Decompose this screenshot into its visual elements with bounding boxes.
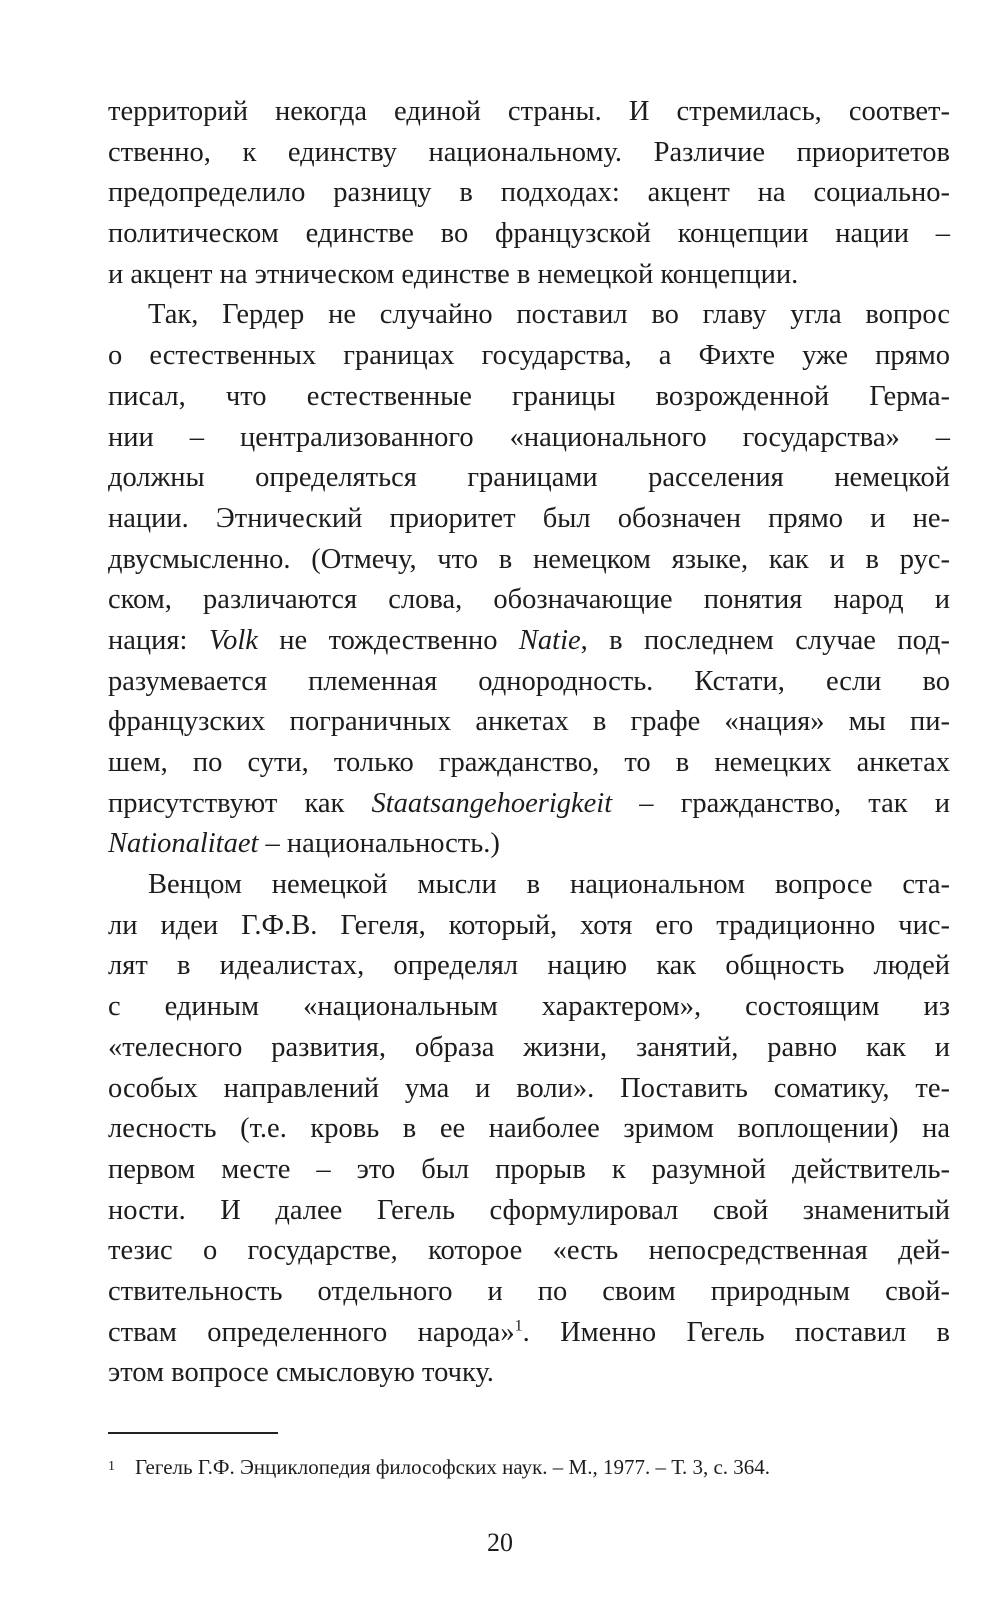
text-line: нации. Этнический приоритет был обозначен прямо и не- [108,502,950,534]
main-text [108,92,950,1394]
text-line [108,621,950,662]
italic-term-staatsangehoerigkeit: Staatsangehoerigkeit [371,787,613,819]
text-line: особых направлений ума и воли». Поставить соматику, те- [108,1072,950,1104]
text-segment: присутствуют как [108,787,372,819]
text-segment: . Именно Гегель поставил в [522,1316,950,1348]
text-line: тезис о государстве, которое «есть непосредственная дей- [108,1235,950,1267]
italic-term-natie: Natie [518,624,581,656]
text-segment: – гражданство, так и [612,787,950,819]
text-line: предопределило разницу в подходах: акцент на социально- [108,177,950,209]
text-line: ственно, к единству национальному. Различие приоритетов [108,136,950,168]
text-line: должны определяться границами расселения немецкой [108,462,950,494]
page-number: 20 [487,1528,513,1557]
footnote-text: Гегель Г.Ф. Энциклопедия философских наук. – М., 1977. – Т. 3, с. 364. [135,1455,771,1479]
text-line: разумевается племенная однородность. Кстати, если во [108,665,950,697]
text-line: с единым «национальным характером», состоящим из [108,991,950,1023]
text-segment: не тождественно [257,624,519,656]
text-line: политическом единстве во французской концепции нации – [108,218,950,250]
text-line: первом месте – это был прорыв к разумной действитель- [108,1153,950,1185]
text-line: нии – централизованного «национального государства» – [108,421,950,453]
text-line: ском, различаются слова, обозначающие понятия народ и [108,584,950,616]
italic-term-volk: Volk [208,624,258,656]
italic-term-nationalitaet: Nationalitaet [108,828,259,860]
text-segment: нация: [108,624,209,656]
text-line [108,784,950,825]
text-line: лесность (т.е. кровь в ее наиболее зримом воплощении) на [108,1113,950,1145]
text-line: Венцом немецкой мысли в национальном вопросе ста- [148,869,950,901]
text-line: о естественных границах государства, а Фихте уже прямо [108,340,950,372]
text-line: Так, Гердер не случайно поставил во главу угла вопрос [148,299,950,331]
text-line [108,1313,950,1354]
text-line: писал, что естественные границы возрожденной Герма- [108,380,950,412]
footnote [108,1454,958,1480]
text-line: ности. И далее Гегель сформулировал свой знаменитый [108,1194,950,1226]
text-line: территорий некогда единой страны. И стремилась, соответ- [108,96,950,127]
footnote-divider [108,1432,278,1434]
text-line [108,824,950,865]
text-line: французских пограничных анкетах в графе «нация» мы пи- [108,706,950,738]
text-segment: – национальность.) [258,828,500,860]
text-line: двусмысленно. (Отмечу, что в немецком языке, как и в рус- [108,543,950,575]
footnote-reference[interactable]: 1 [514,1317,523,1335]
text-line: ли идеи Г.Ф.В. Гегеля, который, хотя его традиционно чис- [108,909,950,941]
text-line: этом вопросе смысловую точку. [108,1357,494,1389]
text-line: и акцент на этническом единстве в немецкой концепции. [108,258,799,290]
text-segment: ствам определенного народа» [108,1316,515,1348]
text-segment: , в последнем случае под- [580,624,950,656]
text-line: лят в идеалистах, определял нацию как общность людей [108,950,950,982]
text-line: шем, по сути, только гражданство, то в немецких анкетах [108,747,950,778]
footnote-number: 1 [108,1459,115,1474]
text-line: ствительность отдельного и по своим природным свой- [108,1275,950,1307]
text-line: «телесного развития, образа жизни, занятий, равно как и [108,1031,950,1063]
